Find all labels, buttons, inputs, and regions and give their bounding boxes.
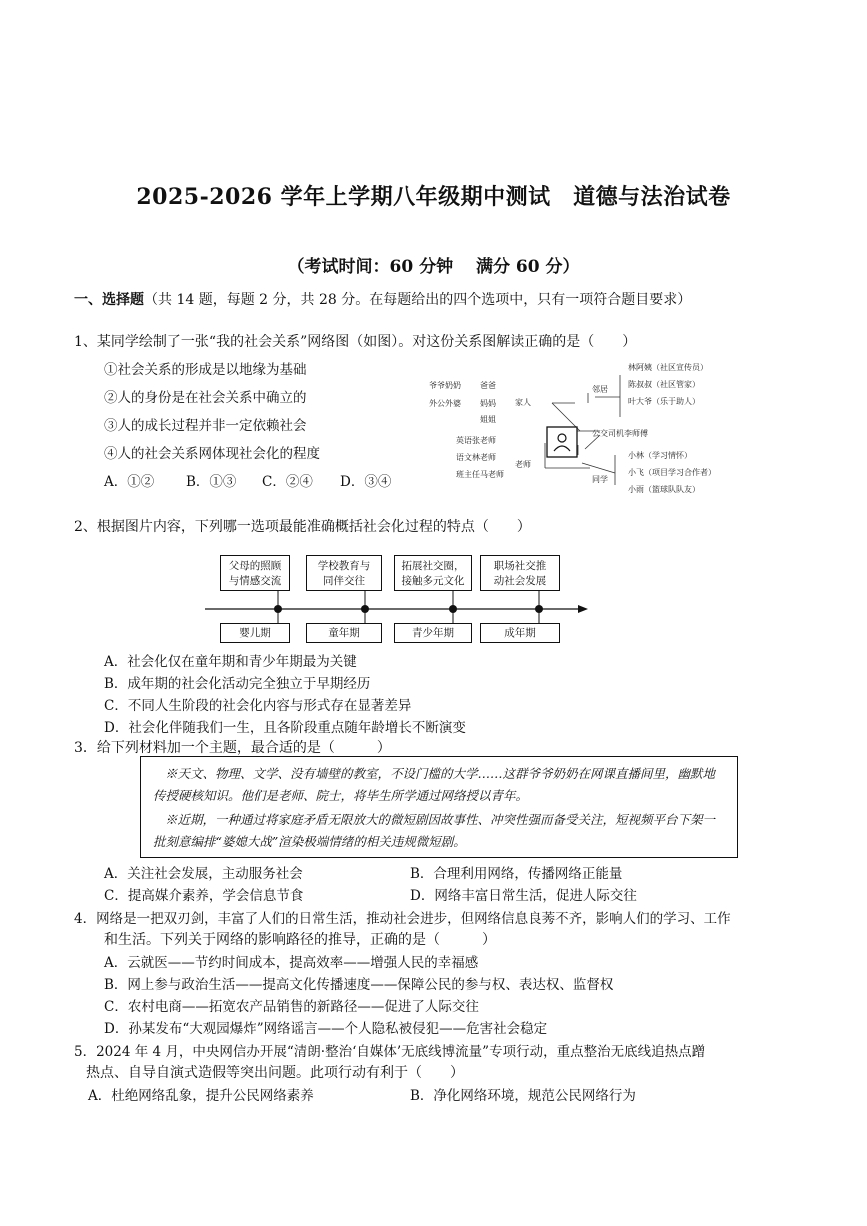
q3-material-1: ※天文、物理、文学、没有墙壁的教室，不设门槛的大学……这群爷爷奶奶在网课直播间里，幽默地传授硬核知识。他们是老师、院士，将毕生所学通过网络授以青年。 <box>153 766 716 803</box>
q1-statement: ④人的社会关系网体现社会化的程度 <box>104 446 320 462</box>
q5-stem-line2: 热点、自导自演式造假等突出问题。此项行动有利于（ ） <box>86 1065 464 1081</box>
diagram-family: 妈妈 <box>480 399 496 408</box>
timeline-text: 接触多元文化 <box>401 575 465 587</box>
q5-stem-line1: 5．2024 年 4 月，中央网信办开展“清朗·整治‘自媒体’无底线博流量”专项行动，重点整治无底线追热点蹭 <box>74 1044 706 1060</box>
q1-option-b[interactable]: B．①③ <box>186 474 237 490</box>
q3-material-2: ※近期，一种通过将家庭矛盾无限放大的微短剧因故事性、冲突性强而备受关注，短视频平台下架一批刻意编排“婆媳大战”渲染极端情绪的相关违规微短剧。 <box>153 812 716 849</box>
timeline-label: 童年期 <box>306 623 382 643</box>
q1-option-a[interactable]: A．①② <box>104 474 155 490</box>
timeline-text: 职场社交推 <box>493 560 547 572</box>
timeline-stage-childhood <box>306 555 382 591</box>
q4-option-a[interactable]: A．云就医——节约时间成本，提高效率——增强人民的幸福感 <box>104 955 479 971</box>
q4-option-b[interactable]: B．网上参与政治生活——提高文化传播速度——保障公民的参与权、表达权、监督权 <box>104 977 614 993</box>
q2-option-a[interactable]: A．社会化仅在童年期和青少年期最为关键 <box>104 654 357 670</box>
q1-statement: ②人的身份是在社会关系中确立的 <box>104 390 307 406</box>
diagram-teacher: 语文林老师 <box>456 453 496 462</box>
diagram-classmate: 小雨（篮球队队友） <box>628 485 700 494</box>
diagram-family: 爷爷奶奶 <box>429 381 461 390</box>
timeline-text: 学校教育与 <box>317 560 371 572</box>
diagram-neighbor: 叶大爷（乐于助人） <box>628 397 700 406</box>
diagram-family: 外公外婆 <box>429 399 461 408</box>
timeline-text: 父母的照顾 <box>228 560 282 572</box>
q4-option-d[interactable]: D．孙某发布“大观园爆炸”网络谣言——个人隐私被侵犯——危害社会稳定 <box>104 1021 548 1037</box>
q3-stem: 3．给下列材料加一个主题，最合适的是（ ） <box>74 740 391 756</box>
timeline-text: 同伴交往 <box>323 575 365 587</box>
q3-option-b[interactable]: B．合理利用网络，传播网络正能量 <box>410 866 623 882</box>
diagram-family: 爸爸 <box>480 381 496 390</box>
diagram-family: 姐姐 <box>480 415 496 424</box>
q3-option-d[interactable]: D．网络丰富日常生活，促进人际交往 <box>410 888 637 904</box>
q4-option-c[interactable]: C．农村电商——拓宽农产品销售的新路径——促进了人际交往 <box>104 999 479 1015</box>
q3-option-c[interactable]: C．提高媒介素养，学会信息节食 <box>104 888 304 904</box>
timeline-stage-adulthood <box>480 555 560 591</box>
diagram-teacher: 英语张老师 <box>456 436 496 445</box>
timeline-dot <box>535 605 543 613</box>
timeline-text: 与情感交流 <box>228 575 282 587</box>
q4-stem-line2: 和生活。下列关于网络的影响路径的推导，正确的是（ ） <box>104 932 496 948</box>
q5-option-a[interactable]: A．杜绝网络乱象，提升公民网络素养 <box>88 1088 314 1104</box>
diagram-classmate: 小飞（项目学习合作者） <box>628 468 716 477</box>
diagram-neighbor: 陈叔叔（社区管家） <box>628 380 700 389</box>
exam-subtitle: （考试时间：60 分钟 满分 60 分） <box>287 257 580 277</box>
diagram-teacher: 班主任马老师 <box>456 470 504 479</box>
section-heading <box>74 289 691 309</box>
exam-title: 2025-2026 学年上学期八年级期中测试 道德与法治试卷 <box>136 184 731 210</box>
timeline-dot <box>274 605 282 613</box>
q1-stem: 1、某同学绘制了一张“我的社会关系”网络图（如图）。对这份关系图解读正确的是（ ） <box>74 334 637 350</box>
q1-option-c[interactable]: C．②④ <box>262 474 313 490</box>
q4-stem-line1: 4．网络是一把双刃剑，丰富了人们的日常生活，推动社会进步，但网络信息良莠不齐，影响人们的学习、工作 <box>74 911 731 927</box>
diagram-family-label: 家人 <box>515 398 531 407</box>
timeline-dot <box>449 605 457 613</box>
timeline-text: 拓展社交圈， <box>401 560 465 572</box>
q1-option-d[interactable]: D．③④ <box>340 474 392 490</box>
q2-stem: 2、根据图片内容，下列哪一选项最能准确概括社会化过程的特点（ ） <box>74 519 531 535</box>
diagram-classmate-label: 同学 <box>592 475 608 484</box>
section-note: （共 14 题，每题 2 分，共 28 分。在每题给出的四个选项中，只有一项符合题目要求） <box>144 292 692 308</box>
diagram-bus-driver: 公交司机李师傅 <box>592 429 648 438</box>
timeline-label: 成年期 <box>480 623 560 643</box>
diagram-classmate: 小林（学习情怀） <box>628 451 692 460</box>
diagram-neighbor-label: 邻居 <box>592 385 608 394</box>
q1-statement: ①社会关系的形成是以地缘为基础 <box>104 362 307 378</box>
diagram-neighbor: 林阿姨（社区宣传员） <box>628 363 708 372</box>
timeline-dot <box>361 605 369 613</box>
timeline-stage-adolescence <box>394 555 472 591</box>
q1-statement: ③人的成长过程并非一定依赖社会 <box>104 418 307 434</box>
q2-option-c[interactable]: C．不同人生阶段的社会化内容与形式存在显著差异 <box>104 698 412 714</box>
timeline-label: 婴儿期 <box>220 623 290 643</box>
timeline-label: 青少年期 <box>394 623 472 643</box>
q2-option-d[interactable]: D．社会化伴随我们一生，且各阶段重点随年龄增长不断演变 <box>104 720 466 736</box>
q3-material-box <box>140 756 738 858</box>
q2-option-b[interactable]: B．成年期的社会化活动完全独立于早期经历 <box>104 676 371 692</box>
timeline-stage-infancy <box>220 555 290 591</box>
timeline-text: 动社会发展 <box>493 575 547 587</box>
q5-option-b[interactable]: B．净化网络环境，规范公民网络行为 <box>410 1088 636 1104</box>
q3-option-a[interactable]: A．关注社会发展，主动服务社会 <box>104 866 303 882</box>
diagram-teacher-label: 老师 <box>515 460 531 469</box>
section-label: 一、选择题 <box>74 292 144 308</box>
